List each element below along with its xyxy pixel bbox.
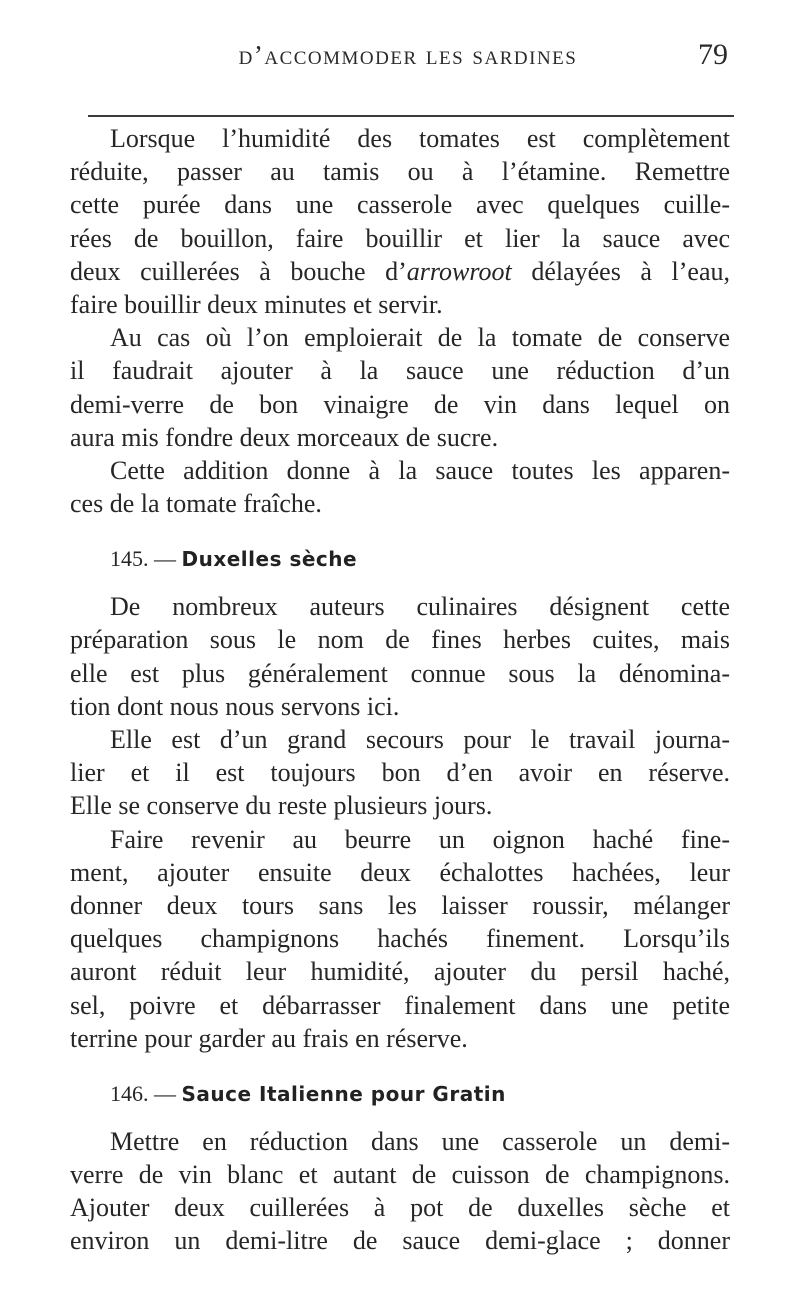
text-run: délayées à l’eau, <box>511 256 730 286</box>
text-run: deux cuillerées à bouche d’ <box>70 256 407 286</box>
paragraph <box>70 590 730 723</box>
paragraph <box>70 823 730 1055</box>
text-line: Elle se conserve du reste plusieurs jours. <box>70 791 493 821</box>
paragraph <box>70 122 730 321</box>
text-line: environ un demi-litre de sauce demi-glace ; donner <box>70 1226 730 1256</box>
text-line: elle est plus généralement connue sous la dénomina- <box>70 658 730 688</box>
text-line: auront réduit leur humidité, ajouter du persil haché, <box>70 957 730 987</box>
paragraph <box>70 454 730 520</box>
text-line: aura mis fondre deux morceaux de sucre. <box>70 422 499 452</box>
section-number: 145. — <box>110 546 176 572</box>
text-line: Ajouter deux cuillerées à pot de duxelles sèche et <box>70 1193 730 1223</box>
text-line: Elle est d’un grand secours pour le travail journa- <box>110 725 730 754</box>
paragraph <box>70 723 730 823</box>
text-line: ment, ajouter ensuite deux échalottes hachées, leur <box>70 857 730 887</box>
section-heading-145 <box>70 542 730 576</box>
text-line: préparation sous le nom de fines herbes cuites, mais <box>70 625 730 655</box>
body-text <box>70 122 730 1258</box>
text-line: Au cas où l’on emploierait de la tomate de conserve <box>110 323 730 353</box>
section-title: Sauce Italienne pour Gratin <box>181 1081 506 1106</box>
running-title: d’accommoder les sardines <box>238 40 578 70</box>
text-line: De nombreux auteurs culinaires désignent cette <box>110 592 730 622</box>
text-line-with-italic <box>70 255 730 288</box>
section-number: 146. — <box>110 1080 176 1106</box>
text-line: Mettre en réduction dans une casserole un demi- <box>110 1126 730 1156</box>
section-title: Duxelles sèche <box>181 547 358 572</box>
text-line: Cette addition donne à la sauce toutes les apparen- <box>110 455 730 485</box>
paragraph <box>70 1125 730 1258</box>
text-line: réduite, passer au tamis ou à l’étamine. Remettre <box>70 157 730 187</box>
italic-term: arrowroot <box>406 256 512 286</box>
text-line: lier et il est toujours bon d’en avoir en réserve. <box>70 758 730 788</box>
page-number: 79 <box>698 38 728 71</box>
text-line: ces de la tomate fraîche. <box>70 489 322 519</box>
text-line: demi-verre de bon vinaigre de vin dans lequel on <box>70 389 730 419</box>
text-line: il faudrait ajouter à la sauce une réduction d’un <box>70 356 730 386</box>
text-line: donner deux tours sans les laisser roussir, mélanger <box>70 890 730 920</box>
text-line: Faire revenir au beurre un oignon haché fine- <box>110 824 730 854</box>
text-line: tion dont nous nous servons ici. <box>70 691 400 721</box>
text-line: sel, poivre et débarrasser finalement dans une petite <box>70 990 730 1020</box>
header-rule <box>88 115 734 117</box>
text-line: terrine pour garder au frais en réserve. <box>70 1023 468 1053</box>
section-heading-146 <box>70 1077 730 1111</box>
text-line: verre de vin blanc et autant de cuisson de champignons. <box>70 1160 730 1190</box>
paragraph <box>70 321 730 454</box>
running-head <box>88 40 728 80</box>
text-line: rées de bouillon, faire bouillir et lier la sauce avec <box>70 223 730 253</box>
text-line: quelques champignons hachés finement. Lorsqu’ils <box>70 924 730 954</box>
text-line: cette purée dans une casserole avec quelques cuille- <box>70 190 730 220</box>
text-line: faire bouillir deux minutes et servir. <box>70 289 443 319</box>
text-line: Lorsque l’humidité des tomates est complètement <box>110 124 730 153</box>
